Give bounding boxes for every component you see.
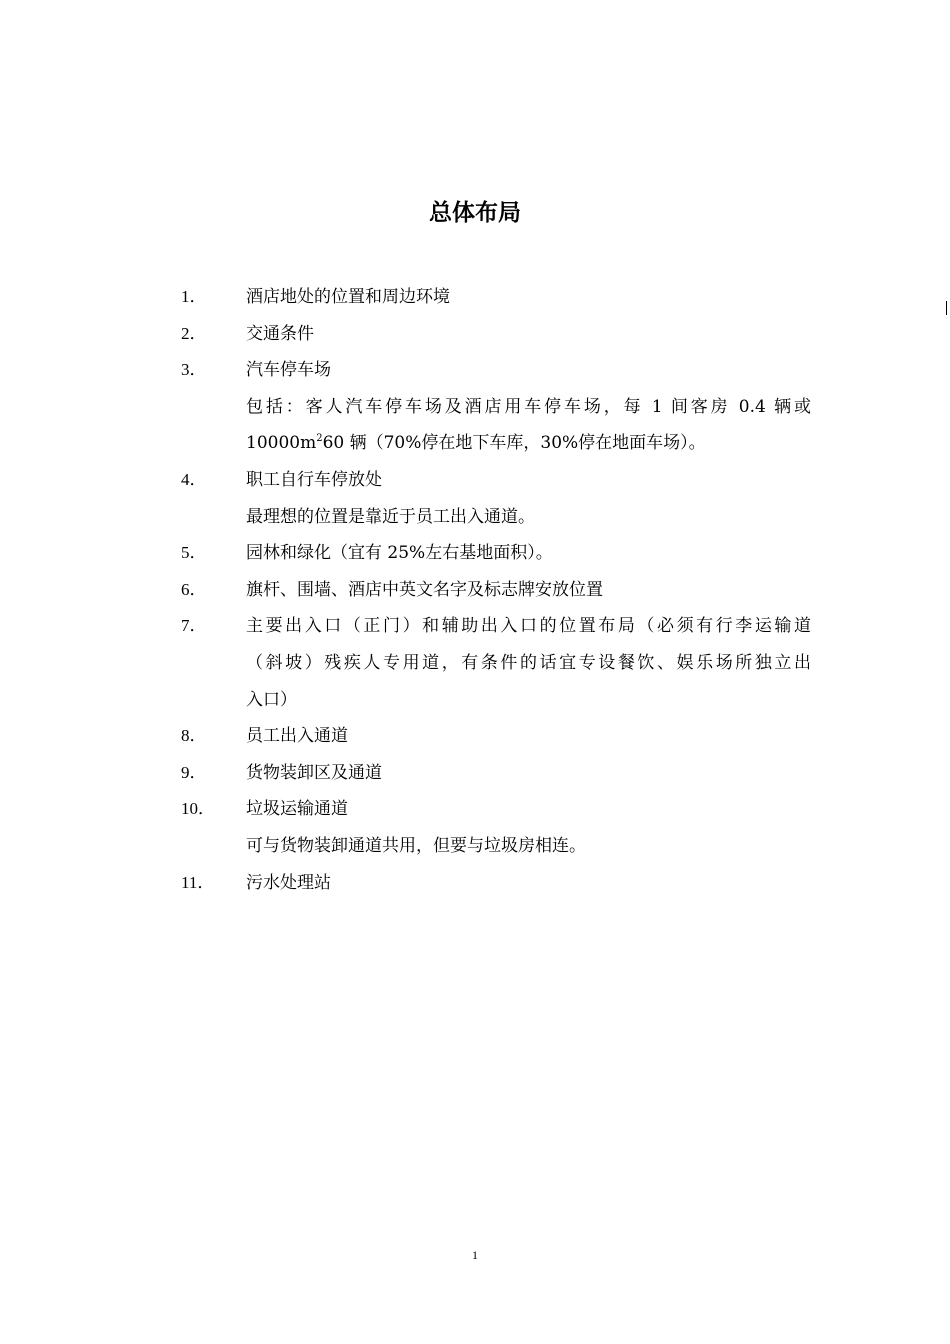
list-item — [181, 572, 811, 609]
list-item-text: 酒店地处的位置和周边环境 — [246, 287, 450, 307]
list-item — [181, 865, 811, 902]
page-title: 总体布局 — [429, 200, 521, 226]
list-item-text: （斜坡）残疾人专用道，有条件的话宜专设餐饮、娱乐场所独立出 — [246, 652, 811, 673]
list-item-number: 5． — [181, 543, 207, 563]
list-item-text: 员工出入通道 — [246, 726, 348, 747]
list-item-number: 11． — [181, 872, 215, 892]
list-item-continuation — [181, 645, 811, 682]
list-item-text: 主要出入口（正门）和辅助出入口的位置布局（必须有行李运输道 — [246, 616, 811, 637]
list-item-continuation — [181, 389, 811, 426]
list-item-continuation — [181, 828, 811, 865]
list-item-text: 包括：客人汽车停车场及酒店用车停车场，每 1 间客房 0.4 辆或 — [246, 396, 811, 417]
list-item-text: 旗杆、围墙、酒店中英文名字及标志牌安放位置 — [246, 579, 603, 600]
list-item-number: 7． — [181, 616, 207, 636]
list-item — [181, 316, 811, 353]
layout-list — [181, 279, 811, 901]
list-item-continuation — [181, 425, 811, 462]
list-item — [181, 462, 811, 499]
list-item-text: 入口） — [246, 689, 297, 710]
list-item-text: 污水处理站 — [246, 872, 331, 893]
list-item-number: 4． — [181, 469, 207, 489]
list-item — [181, 279, 811, 316]
page-number: 1 — [472, 1248, 478, 1262]
parking-area-value: 10000m — [246, 433, 317, 454]
list-item-continuation — [181, 499, 811, 536]
list-item-number: 9． — [181, 762, 207, 782]
square-superscript: 2 — [316, 433, 323, 445]
list-item-text: 货物装卸区及通道 — [246, 762, 382, 783]
list-item — [181, 535, 811, 572]
list-item-number: 1． — [181, 287, 207, 306]
list-item-number: 8． — [181, 726, 207, 746]
list-item-number: 6． — [181, 579, 207, 599]
list-item-text: 园林和绿化（宜有 25%左右基地面积）。 — [246, 543, 553, 564]
list-item — [181, 352, 811, 389]
list-item-number: 10． — [181, 799, 215, 819]
list-item-number: 2． — [181, 323, 207, 343]
list-item-number: 3． — [181, 360, 207, 380]
list-item-text: 可与货物装卸通道共用，但要与垃圾房相连。 — [246, 835, 586, 856]
list-item-continuation — [181, 682, 811, 719]
list-item — [181, 608, 811, 645]
list-item-text: 最理想的位置是靠近于员工出入通道。 — [246, 506, 535, 527]
list-item-text: 垃圾运输通道 — [246, 799, 348, 820]
list-item-text — [246, 425, 811, 462]
page-edge-mark — [946, 301, 947, 315]
list-item — [181, 718, 811, 755]
list-item-text: 交通条件 — [246, 323, 314, 344]
list-item — [181, 791, 811, 828]
list-item-text: 汽车停车场 — [246, 360, 331, 381]
list-item-text: 职工自行车停放处 — [246, 469, 382, 490]
list-item — [181, 755, 811, 792]
parking-count-text: 60 辆（70%停在地下车库，30%停在地面车场）。 — [322, 433, 706, 454]
